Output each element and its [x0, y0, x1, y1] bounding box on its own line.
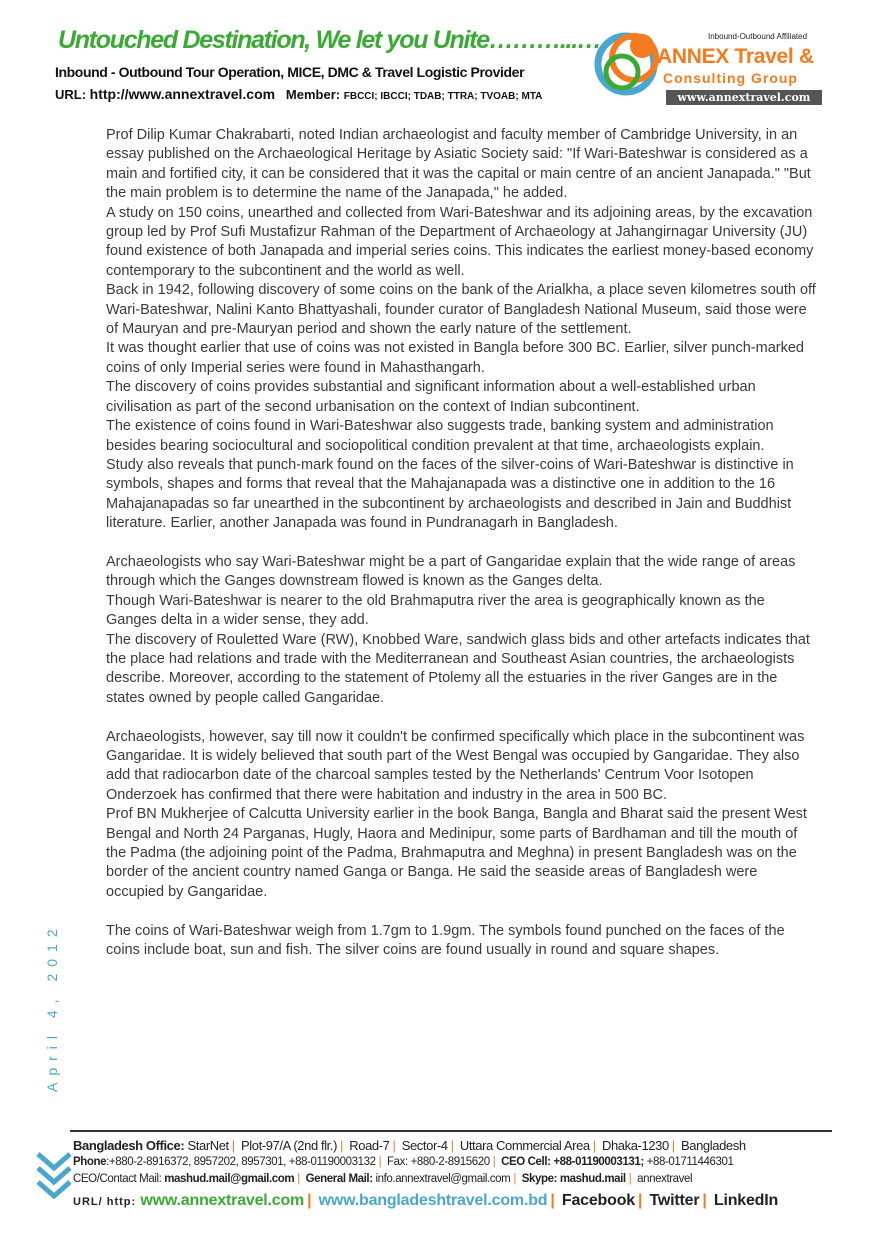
paragraph: It was thought earlier that use of coins was not existed in Bangla before 300 BC. Earlier, silver punch-marked coins of only Imperial series were found in Mahasthangarh.: [106, 340, 804, 376]
paragraph: Though Wari-Bateshwar is nearer to the old Brahmaputra river the area is geographically known as the Ganges delta in a wider sense, they add.: [106, 592, 765, 629]
paragraph: The discovery of coins provides substantial and significant information about a well-established urban civilisation as part of the second urbanisation on the context of Indian subcontinent.: [106, 379, 756, 415]
paragraph: The discovery of Rouletted Ware (RW), Knobbed Ware, sandwich glass bids and other artefacts indicates that the place had relations and trade with the Mediterranean and Southeast Asian countries, the archaeologists describe. Moreover, according to the statement of Ptolemy all the estuaries in the river Ganges are in the states owned by people called Gangaridae.: [106, 631, 810, 706]
office-label: Bangladesh Office:: [73, 1138, 185, 1153]
links-line: URL/ http: www.annextravel.com | www.bangladeshtravel.com.bd | Facebook | Twitter | LinkedIn: [73, 1192, 779, 1209]
general-mail-link[interactable]: info.annextravel@gmail.com: [375, 1173, 511, 1185]
paragraph: Archaeologists who say Wari-Bateshwar might be a part of Gangaridae explain that the wide range of areas through which the Ganges downstream flowed is known as the Ganges delta.: [106, 553, 796, 590]
site-link-bangladeshtravel[interactable]: www.bangladeshtravel.com.bd: [318, 1192, 548, 1209]
globe-rings-icon: [598, 34, 656, 92]
logo-affiliation: Inbound-Outbound Affiliated: [708, 32, 808, 41]
office-line: Bangladesh Office: StarNet | Plot-97/A (2nd flr.) | Road-7 | Sector-4 | Uttara Commercial Area | Dhaka-1230 | Bangladesh: [73, 1138, 746, 1153]
article-body: [106, 126, 818, 960]
url-label: URL:: [55, 87, 87, 102]
logo-name-line1: ANNEX Travel &: [657, 45, 814, 68]
logo-website: www.annextravel.com: [666, 90, 822, 105]
linkedin-link[interactable]: LinkedIn: [713, 1192, 779, 1209]
paragraph: The coins of Wari-Bateshwar weigh from 1.7gm to 1.9gm. The symbols found punched on the faces of the coins include boat, sun and fish. The silver coins are found usually in round and square shapes.: [106, 922, 785, 959]
chevron-down-icon: [34, 1148, 74, 1204]
paragraph: Back in 1942, following discovery of some coins on the bank of the Arialkha, a place seven kilometres south off Wari-Bateshwar, Nalini Kanto Bhattyashali, founder curator of Bangladesh National Museum, said those were of Mauryan and pre-Mauryan period and shown the early nature of the settlement.: [106, 282, 816, 338]
side-date: April 4, 2012: [44, 922, 60, 1092]
footer-divider: [70, 1130, 832, 1132]
member-list: FBCCI; IBCCI; TDAB; TTRA; TVOAB; MTA: [343, 91, 543, 102]
paragraph: A study on 150 coins, unearthed and collected from Wari-Bateshwar and its adjoining areas, by the excavation group led by Prof Sufi Mustafizur Rahman of the Department of Archaeology at Jahangirnagar University (JU) found existence of both Janapada and imperial series coins. This indicates the earliest money-based economy contemporary to the subcontinent and the world as well.: [106, 204, 814, 279]
header-subtitle: Inbound - Outbound Tour Operation, MICE, DMC & Travel Logistic Provider: [55, 64, 525, 80]
twitter-link[interactable]: Twitter: [649, 1192, 700, 1209]
site-link-annextravel[interactable]: www.annextravel.com: [140, 1192, 305, 1209]
header-url-line: [55, 86, 542, 102]
paragraph: Prof Dilip Kumar Chakrabarti, noted Indian archaeologist and faculty member of Cambridge University, in an essay published on the Archaeological Heritage by Asiatic Society said: "If Wari-Bateshwar is considered as a main and fortified city, it can be considered that it was the capital or main centre of an ancient Janapada." "But the main problem is to determine the name of the Janapada," he added.: [106, 127, 811, 202]
paragraph: The existence of coins found in Wari-Bateshwar also suggests trade, banking system and administration besides bearing sociocultural and sociopolitical condition prevalent at that time, archaeologists explain.: [106, 418, 774, 454]
member-label: Member:: [285, 87, 341, 102]
paragraph: Prof BN Mukherjee of Calcutta University earlier in the book Banga, Bangla and Bharat said the present West Bengal and North 24 Parganas, Hugly, Haora and Medinipur, some parts of Bardhaman and till the mouth of the Padma (the adjoining point of the Padma, Brahmaputra and Meghna) in present Bangladesh was on the border of the ancient country named Ganga or Banga. He said the seaside areas of Bangladesh were occupied by Gangaridae.: [106, 806, 807, 900]
logo-name-line2: Consulting Group: [663, 70, 798, 86]
paragraph: Study also reveals that punch-mark found on the faces of the silver-coins of Wari-Bateshwar is distinctive in symbols, shapes and forms that reveal that the Mahajanapada was a distinctive one in addition to the 16 Mahajanapadas so far unearthed in the subcontinent by archaeologists and described in Jain and Buddhist literature. Earlier, another Janapada was found in Pundranagarh in Bangladesh.: [106, 456, 794, 532]
mail-line: CEO/Contact Mail: mashud.mail@gmail.com | General Mail: info.annextravel@gmail.com | Skype: mashud.mail | annextravel: [73, 1173, 693, 1185]
paragraph: Archaeologists, however, say till now it couldn't be confirmed specifically which place in the subcontinent was Gangaridae. It is widely believed that south part of the West Bengal was occupied by Gangaridae. They also add that radiocarbon date of the charcoal samples tested by the Netherlands' Centrum Voor Isotopen Onderzoek has confirmed that there were habitation and industry in the area in 500 BC.: [106, 728, 805, 803]
contact-mail-link[interactable]: mashud.mail@gmail.com: [164, 1173, 295, 1185]
phone-line: Phone:+880-2-8916372, 8957202, 8957301, +88-01190003132 | Fax: +880-2-8915620 | CEO Cell: +88-01190003131; +88-01711446301: [73, 1156, 734, 1168]
header-tagline: Untouched Destination, We let you Unite………...…: [58, 26, 601, 54]
header-url-link[interactable]: http://www.annextravel.com: [89, 86, 276, 102]
skype-link[interactable]: mashud.mail: [559, 1173, 626, 1185]
facebook-link[interactable]: Facebook: [561, 1192, 635, 1209]
footer: [73, 1137, 853, 1215]
